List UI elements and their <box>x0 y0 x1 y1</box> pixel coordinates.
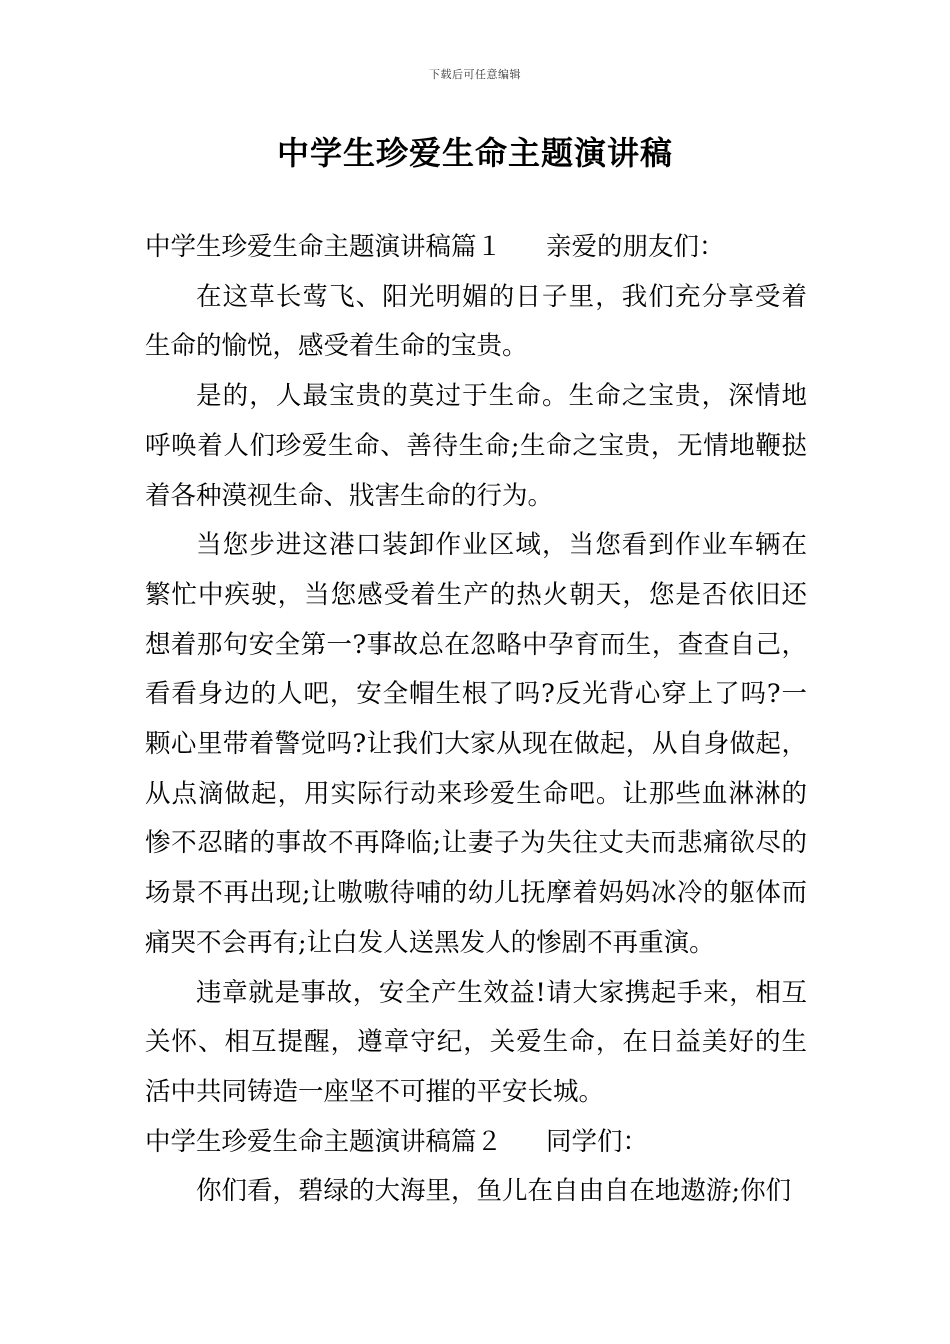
section-heading-line <box>145 223 807 273</box>
paragraph: 在这草长莺飞、阳光明媚的日子里，我们充分享受着生命的愉悦，感受着生命的宝贵。 <box>145 281 807 362</box>
page-title: 中学生珍爱生命主题演讲稿 <box>276 134 673 172</box>
document-body <box>145 223 807 1217</box>
paragraph: 违章就是事故，安全产生效益!请大家携起手来，相互关怀、相互提醒，遵章守纪，关爱生命，在日益美好的生活中共同铸造一座坚不可摧的平安长城。 <box>145 977 807 1107</box>
section-heading: 中学生珍爱生命主题演讲稿篇２ <box>145 1126 503 1157</box>
paragraph: 当您步进这港口装卸作业区域，当您看到作业车辆在繁忙中疾驶，当您感受着生产的热火朝天，您是否依旧还想着那句安全第一?事故总在忽略中孕育而生，查查自己，看看身边的人吧，安全帽生根了吗?反光背心穿上了吗?一颗心里带着警觉吗?让我们大家从现在做起，从自身做起，从点滴做起，用实际行动来珍爱生命吧。让那些血淋淋的惨不忍睹的事故不再降临;让妻子为失往丈夫而悲痛欲尽的场景不再出现;让嗷嗷待哺的幼儿抚摩着妈妈冰冷的躯体而痛哭不会再有;让白发人送黑发人的惨剧不再重演。 <box>145 530 807 958</box>
greeting: 亲爱的朋友们： <box>546 232 725 262</box>
header-note: 下载后可任意编辑 <box>429 68 521 81</box>
paragraph: 你们看，碧绿的大海里，鱼儿在自由自在地遨游;你们 <box>196 1176 792 1207</box>
greeting: 同学们： <box>546 1126 649 1157</box>
section-heading-line <box>145 1118 807 1168</box>
paragraph: 是的，人最宝贵的莫过于生命。生命之宝贵，深情地呼唤着人们珍爱生命、善待生命;生命之宝贵，无情地鞭挞着各种漠视生命、戕害生命的行为。 <box>145 381 807 511</box>
section-heading: 中学生珍爱生命主题演讲稿篇１ <box>145 232 503 262</box>
